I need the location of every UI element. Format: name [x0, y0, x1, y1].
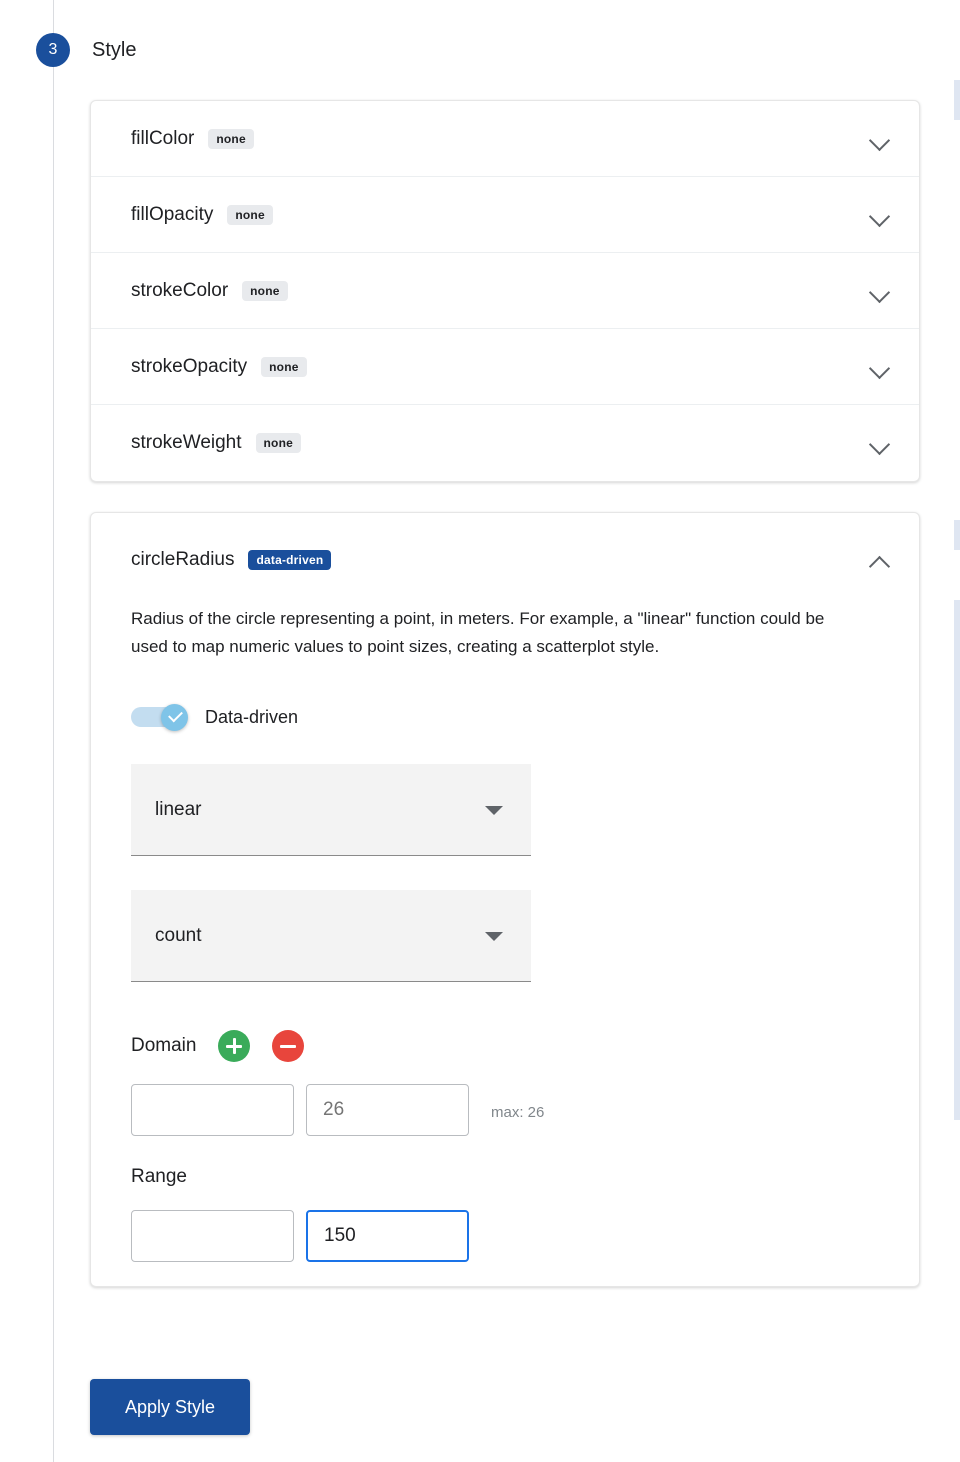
apply-style-button[interactable]: Apply Style [90, 1379, 250, 1435]
property-row-strokeColor[interactable] [91, 253, 919, 329]
property-row-fillColor[interactable] [91, 101, 919, 177]
chevron-down-icon[interactable] [869, 128, 891, 150]
chevron-down-icon[interactable] [869, 204, 891, 226]
property-status-chip: none [242, 281, 287, 301]
property-status-chip: none [208, 129, 253, 149]
chevron-down-icon[interactable] [869, 432, 891, 454]
property-description: Radius of the circle representing a point, in meters. For example, a "linear" function could be used to map numeric values to point sizes, creating a scatterplot style. [131, 609, 825, 656]
data-driven-toggle[interactable] [131, 704, 187, 730]
property-status-chip: data-driven [248, 550, 331, 570]
chevron-down-icon[interactable] [869, 356, 891, 378]
domain-inputs [131, 1084, 919, 1136]
page-title: Style [92, 38, 137, 61]
plus-icon [233, 1038, 236, 1054]
property-status-chip: none [256, 433, 301, 453]
stepper-line [53, 0, 54, 1462]
style-properties-card [90, 100, 920, 482]
map-edge-strip [954, 600, 960, 1120]
range-max-input[interactable] [306, 1210, 469, 1262]
add-domain-stop-button[interactable] [218, 1030, 250, 1062]
field-select[interactable] [131, 890, 531, 982]
chevron-up-icon[interactable] [869, 549, 891, 571]
data-driven-toggle-row[interactable] [131, 704, 919, 730]
chevron-down-icon [485, 932, 503, 941]
domain-max-input[interactable] [306, 1084, 469, 1136]
property-name: fillColor [131, 127, 195, 149]
domain-max-hint: max: 26 [491, 1104, 545, 1122]
remove-domain-stop-button[interactable] [272, 1030, 304, 1062]
toggle-knob-check-icon [161, 704, 188, 731]
function-select[interactable] [131, 764, 531, 856]
range-min-input[interactable] [131, 1210, 294, 1262]
property-row-strokeOpacity[interactable] [91, 329, 919, 405]
minus-icon [280, 1045, 296, 1048]
circle-radius-card [90, 512, 920, 1287]
property-status-chip: none [261, 357, 306, 377]
range-label: Range [131, 1166, 187, 1188]
property-row-fillOpacity[interactable] [91, 177, 919, 253]
map-edge-strip [954, 520, 960, 550]
domain-label: Domain [131, 1035, 197, 1057]
property-name: strokeOpacity [131, 355, 248, 377]
circle-radius-header[interactable] [91, 513, 919, 571]
property-name: circleRadius [131, 549, 235, 570]
step-header [36, 33, 136, 67]
chevron-down-icon[interactable] [869, 280, 891, 302]
property-status-chip: none [227, 205, 272, 225]
field-select-value: count [155, 924, 202, 946]
domain-min-input[interactable] [131, 1084, 294, 1136]
property-name: strokeWeight [131, 432, 242, 453]
function-select-value: linear [155, 798, 202, 820]
chevron-down-icon [485, 806, 503, 815]
property-row-strokeWeight[interactable] [91, 405, 919, 481]
domain-header [131, 1030, 919, 1062]
property-name: strokeColor [131, 279, 229, 301]
property-name: fillOpacity [131, 203, 214, 225]
step-number-badge: 3 [36, 33, 70, 67]
map-edge-strip [954, 80, 960, 120]
range-inputs [131, 1210, 919, 1262]
data-driven-toggle-label: Data-driven [205, 706, 299, 727]
